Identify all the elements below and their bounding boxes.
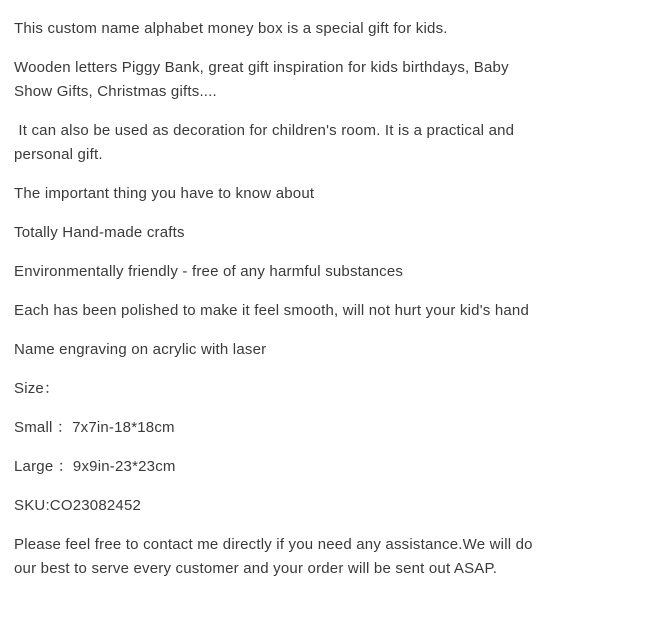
sku: SKU:CO23082452 — [14, 497, 142, 514]
contact-note: Please feel free to contact me directly if you need any assistance.We will do our best to serve every customer and your order will be sent out ASAP. — [14, 536, 538, 577]
feature-engraving: Name engraving on acrylic with laser — [14, 341, 267, 358]
description-decoration: It can also be used as decoration for children's room. It is a practical and personal gift. — [14, 122, 519, 163]
size-large: Large ：9x9in-23*23cm — [14, 458, 176, 475]
product-description — [14, 17, 539, 596]
description-gift-inspiration: Wooden letters Piggy Bank, great gift inspiration for kids birthdays, Baby Show Gifts, Christmas gifts.... — [14, 59, 514, 100]
description-important-heading: The important thing you have to know about — [14, 185, 315, 202]
feature-eco-friendly: Environmentally friendly - free of any harmful substances — [14, 263, 404, 280]
feature-handmade: Totally Hand-made crafts — [14, 224, 185, 241]
size-small: Small ：7x7in-18*18cm — [14, 419, 175, 436]
description-intro: This custom name alphabet money box is a special gift for kids. — [14, 20, 448, 37]
size-label: Size： — [14, 380, 60, 397]
feature-polished: Each has been polished to make it feel smooth, will not hurt your kid's hand — [14, 302, 530, 319]
